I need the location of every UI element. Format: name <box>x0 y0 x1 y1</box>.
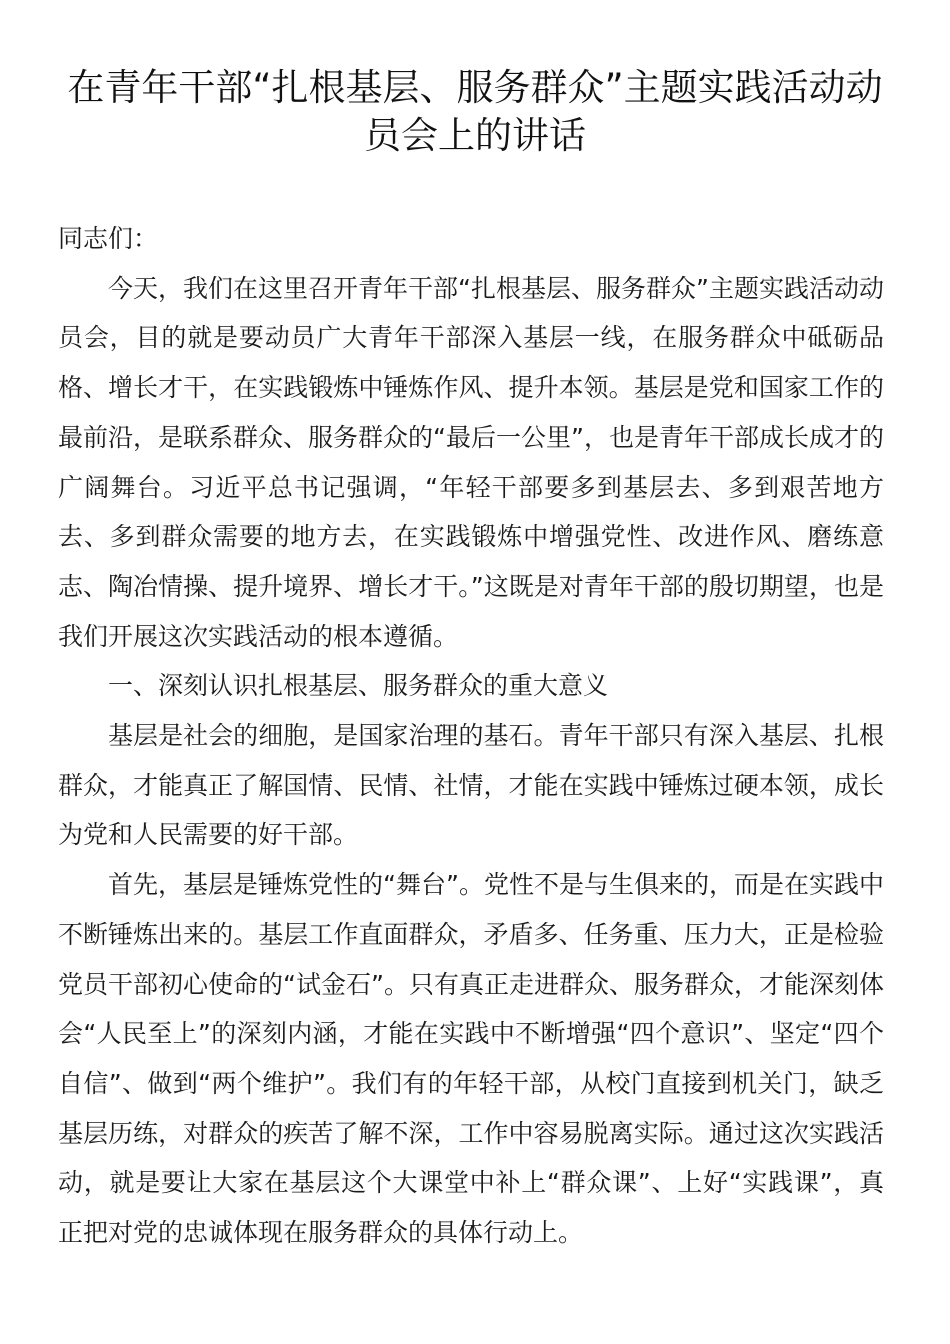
section-heading-1: 一、深刻认识扎根基层、服务群众的重大意义 <box>108 671 609 701</box>
document-body <box>58 214 884 1258</box>
title-line-2: 员会上的讲话 <box>364 114 586 157</box>
paragraph-first-point: 首先，基层是锤炼党性的“舞台”。党性不是与生俱来的，而是在实践中不断锤炼出来的。基层工作直面群众，矛盾多、任务重、压力大，正是检验党员干部初心使命的“试金石”。只有真正走进群众、服务群众，才能深刻体会“人民至上”的深刻内涵，才能在实践中不断增强“四个意识”、坚定“四个自信”、做到“两个维护”。我们有的年轻干部，从校门直接到机关门，缺乏基层历练，对群众的疾苦了解不深，工作中容易脱离实际。通过这次实践活动，就是要让大家在基层这个大课堂中补上“群众课”、上好“实践课”，真正把对党的忠诚体现在服务群众的具体行动上。 <box>58 870 884 1248</box>
paragraph-intro: 今天，我们在这里召开青年干部“扎根基层、服务群众”主题实践活动动员会，目的就是要动员广大青年干部深入基层一线，在服务群众中砥砺品格、增长才干，在实践锻炼中锤炼作风、提升本领。基层是党和国家工作的最前沿，是联系群众、服务群众的“最后一公里”，也是青年干部成长成才的广阔舞台。习近平总书记强调，“年轻干部要多到基层去、多到艰苦地方去、多到群众需要的地方去，在实践锻炼中增强党性、改进作风、磨练意志、陶冶情操、提升境界、增长才干。”这既是对青年干部的殷切期望，也是我们开展这次实践活动的根本遵循。 <box>58 273 884 651</box>
document-title <box>40 64 910 160</box>
paragraph-grassroots: 基层是社会的细胞，是国家治理的基石。青年干部只有深入基层、扎根群众，才能真正了解国情、民情、社情，才能在实践中锤炼过硬本领，成长为党和人民需要的好干部。 <box>58 721 884 850</box>
salutation: 同志们： <box>58 224 159 253</box>
title-line-1: 在青年干部“扎根基层、服务群众”主题实践活动动 <box>67 66 883 109</box>
